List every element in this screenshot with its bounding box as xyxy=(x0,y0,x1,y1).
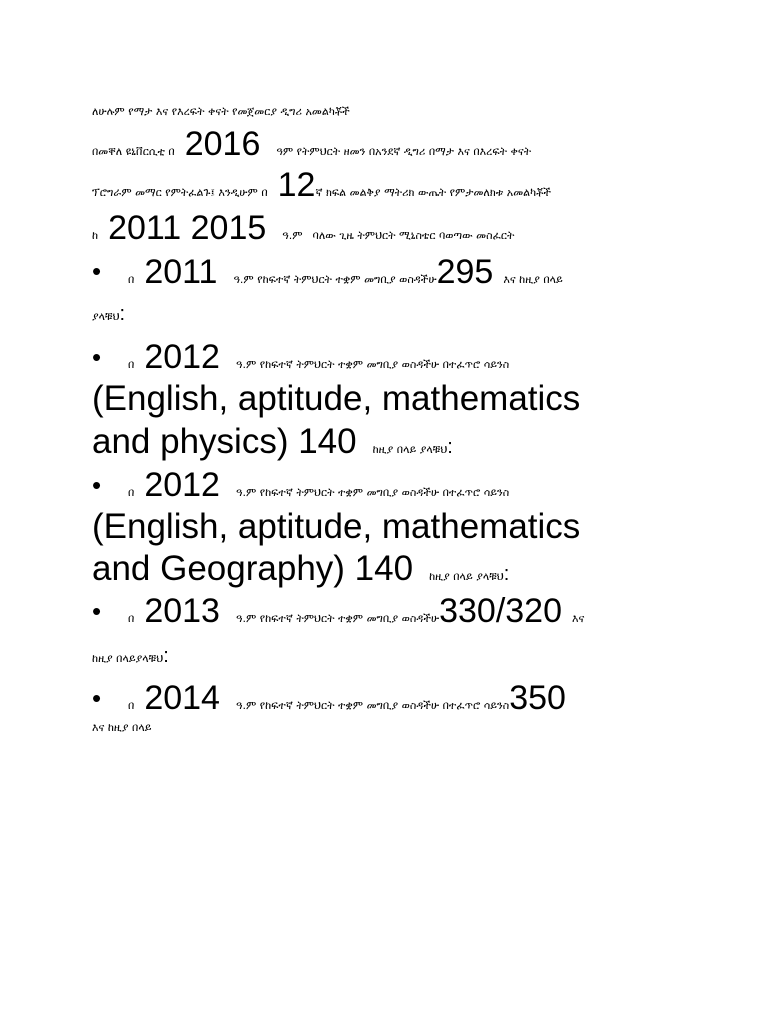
bullet-icon: • xyxy=(92,470,102,500)
bullet-icon: • xyxy=(92,596,102,626)
bullet-2-text: ዓ.ም የከፍተኛ ትምህርት ተቋም መግቢያ ወስዳችሁ በተፈጥሮ ሳይንስ xyxy=(235,358,510,371)
bullet-3-line-3 xyxy=(92,551,509,586)
intro-line-3 xyxy=(92,168,551,202)
bullet-1-score: 295 xyxy=(436,253,494,291)
intro-line-2-suffix: ዓም የትምህርት ዘመን በአንደኛ ዲግሪ በማታ እና በእረፍት ቀናት xyxy=(276,145,532,158)
bullet-5-year: 2014 xyxy=(144,679,220,717)
bullet-5-text: ዓ.ም የከፍተኛ ትምህርት ተቋም መግቢያ ወስዳችሁ በተፈጥሮ ሳይንስ xyxy=(235,699,510,712)
bullet-2-line-1 xyxy=(128,340,509,374)
intro-line-4-era: ዓ.ም xyxy=(282,229,303,242)
bullet-3-year: 2012 xyxy=(144,466,220,504)
bullet-4-score: 330/320 xyxy=(439,592,562,630)
bullet-3-prefix: በ xyxy=(128,486,135,499)
bullet-3-subjects: (English, aptitude, mathematics xyxy=(92,507,581,546)
bullet-2-year: 2012 xyxy=(144,338,220,376)
intro-line-3-suffix: ኛ ክፍል መልቅያ ማትሪክ ውጤት የምታመለክቱ አመልካቾች xyxy=(315,186,552,199)
bullet-4-line-1 xyxy=(128,594,584,628)
intro-years: 2011 2015 xyxy=(108,209,267,247)
bullet-1-line-1 xyxy=(128,255,563,289)
bullet-1-colon: : xyxy=(119,303,126,325)
intro-grade: 12 xyxy=(277,166,316,204)
bullet-3-line-2 xyxy=(92,509,580,544)
bullet-5-line-2 xyxy=(92,722,152,733)
bullet-3-text: ዓ.ም የከፍተኛ ትምህርት ተቋም መግቢያ ወስዳችሁ በተፈጥሮ ሳይንስ xyxy=(235,486,510,499)
intro-line-2 xyxy=(92,127,531,161)
intro-line-3-prefix: ፕሮግራም መማር የምትፈልጉ፤ እንዲሁም በ xyxy=(92,186,268,199)
bullet-4-line-2-text: ከዚያ በላይያላቹህ xyxy=(92,652,164,665)
document-title xyxy=(92,106,350,117)
intro-line-2-prefix: በመቐለ ዩኒቨርሲቲ በ xyxy=(92,145,175,158)
bullet-1-text: ዓ.ም የከፍተኛ ትምህርት ተቋም መግቢያ ወስዳችሁ xyxy=(233,273,437,286)
bullet-3-colon: : xyxy=(503,563,510,585)
bullet-4-after: እና xyxy=(572,612,585,625)
bullet-1-after: እና ከዚያ በላይ xyxy=(503,273,563,286)
bullet-5-line-1 xyxy=(128,681,566,715)
bullet-5-score: 350 xyxy=(509,679,566,717)
bullet-4-line-2 xyxy=(92,646,169,666)
bullet-5-line-2-text: እና ከዚያ በላይ xyxy=(92,721,152,734)
intro-line-4 xyxy=(92,211,514,245)
bullet-icon: • xyxy=(92,683,102,713)
bullet-4-prefix: በ xyxy=(128,612,135,625)
intro-year: 2016 xyxy=(184,125,261,163)
bullet-2-prefix: በ xyxy=(128,358,135,371)
bullet-4-text: ዓ.ም የከፍተኛ ትምህርት ተቋም መግቢያ ወስዳችሁ xyxy=(235,612,440,625)
bullet-2-subjects-end: and physics) 140 xyxy=(92,422,357,461)
bullet-2-after: ከዚያ በላይ ያላቹህ xyxy=(372,443,448,456)
bullet-3-after: ከዚያ በላይ ያላቹህ xyxy=(429,570,504,583)
intro-line-4-suffix: ባለው ጊዜ ትምህርት ሚኒስቴር ባወጣው መስፈርት xyxy=(312,229,515,242)
bullet-1-line-2-text: ያላቹህ xyxy=(92,310,120,323)
bullet-icon: • xyxy=(92,256,102,286)
bullet-2-line-3 xyxy=(92,424,453,459)
intro-line-4-prefix: ከ xyxy=(92,229,99,242)
bullet-1-line-2 xyxy=(92,304,125,324)
bullet-2-subjects: (English, aptitude, mathematics xyxy=(92,379,581,418)
bullet-5-prefix: በ xyxy=(128,699,135,712)
bullet-1-year: 2011 xyxy=(144,253,218,291)
title-text: ለሁሉም የማታ እና የእረፍት ቀናት የመጀመርያ ዲግሪ አመልካቾች xyxy=(92,105,350,118)
bullet-4-colon: : xyxy=(163,645,169,667)
bullet-3-subjects-end: and Geography) 140 xyxy=(92,549,414,588)
bullet-1-prefix: በ xyxy=(128,273,135,286)
bullet-icon: • xyxy=(92,342,102,372)
bullet-2-line-2 xyxy=(92,381,580,416)
bullet-3-line-1 xyxy=(128,468,509,502)
bullet-2-colon: : xyxy=(447,436,453,458)
bullet-4-year: 2013 xyxy=(144,592,220,630)
